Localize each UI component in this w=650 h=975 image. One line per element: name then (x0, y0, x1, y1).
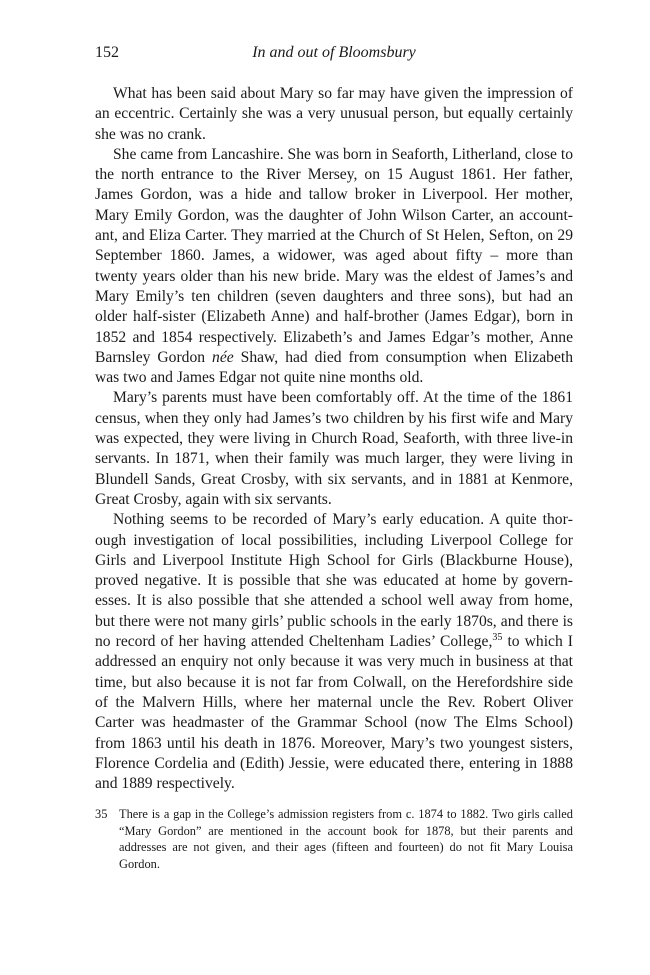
paragraph-text: What has been said about Mary so far may have given the impression of an eccentric. Certainly she was a very unusual person, but equally certainly she was no crank. (95, 85, 573, 143)
paragraph-education (95, 510, 573, 794)
page-number: 152 (95, 44, 119, 61)
paragraph-parents (95, 388, 573, 510)
footnote-number: 35 (95, 807, 108, 821)
paragraph-text-continued: to which I addressed an enquiry not only because it was very much in business at that time, but also because it is not far from Colwall, on the Herefordshire side of the Malvern Hills, where her maternal uncle the Rev. Robert Oliver Carter was headmaster of the Grammar School (now The Elms School) from 1863 until his death in 1876. Moreover, Mary’s two youngest sisters, Florence Cordelia and (Edith) Jessie, were educated there, entering in 1888 and 1889 respectively. (95, 633, 573, 793)
running-title: In and out of Bloomsbury (252, 44, 416, 61)
paragraph-origins (95, 145, 573, 389)
italic-term: née (212, 348, 234, 366)
paragraph-text: Nothing seems to be recorded of Mary’s early education. A quite thorough investigation of local possibilities, including Liverpool College for Girls and Liverpool Institute High School for Girls (Blackburne House), proved negative. It is possible that she was educated at home by governesses. It is also possible that she attended a school well away from home, but there were not many girls’ public schools in the early 1870s, and there is no record of her having attended Cheltenham Ladies’ College, (95, 511, 573, 651)
book-page (95, 44, 573, 794)
footnotes (95, 806, 573, 872)
paragraph-text: Mary’s parents must have been comfortably off. At the time of the 1861 census, when they only had James’s two children by his first wife and Mary was expected, they were living in Church Road, Seaforth, with three live-in servants. In 1871, when their family was much larger, they were living in Blundell Sands, Great Crosby, with six servants, and in 1881 at Kenmore, Great Crosby, again with six servants. (95, 389, 573, 508)
page-header (95, 44, 573, 68)
paragraph-text: She came from Lancashire. She was born in Seaforth, Litherland, close to the north entrance to the River Mersey, on 15 August 1861. Her father, James Gordon, was a hide and tallow broker in Liverpool. Her mother, Mary Emily Gordon, was the daughter of John Wilson Carter, an accountant, and Eliza Carter. They married at the Church of St Helen, Sefton, on 29 September 1860. James, a widower, was aged about fifty – more than twenty years older than his new bride. Mary was the eldest of James’s and Mary Emily’s ten children (seven daughters and three sons), but had an older half-sister (Elizabeth Anne) and half-brother (James Edgar), born in 1852 and 1854 respectively. Elizabeth’s and James Edgar’s mother, Anne Barnsley Gordon (95, 145, 573, 366)
body-text (95, 84, 573, 794)
paragraph-intro (95, 84, 573, 145)
footnote-reference[interactable]: 35 (492, 631, 503, 643)
footnote (95, 806, 573, 872)
paragraph-text-continued: Shaw, had died from consumption when Elizabeth was two and James Edgar not quite nine months old. (95, 348, 573, 387)
footnote-text: There is a gap in the College’s admission registers from c. 1874 to 1882. Two girls called “Mary Gordon” are mentioned in the account book for 1878, but their parents and addresses are not given, and their ages (fifteen and fourteen) do not fit Mary Louisa Gordon. (119, 807, 573, 871)
